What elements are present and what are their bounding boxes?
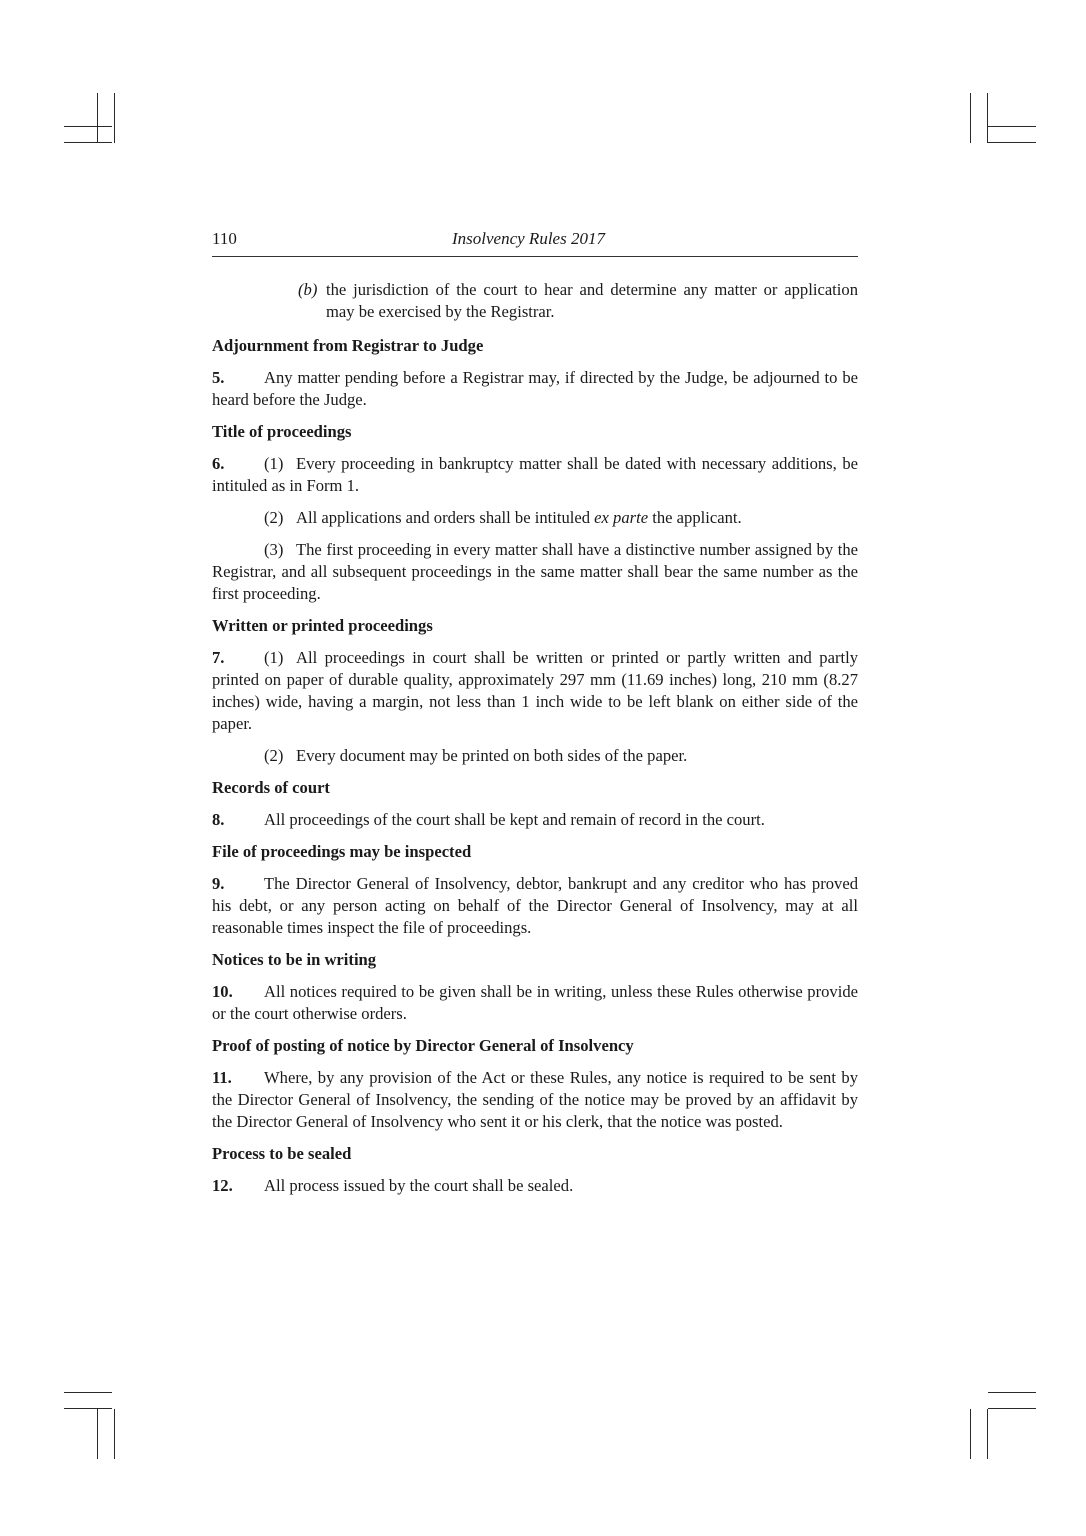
crop-mark [114, 1409, 115, 1459]
rule-paragraph [212, 647, 858, 735]
section-heading: Records of court [212, 778, 330, 797]
rule-text: All proceedings in court shall be written or printed or partly written and partly printed on paper of durable quality, approximately 297 mm (11.69 inches) long, 210 mm (8.27 inches) wide, having a margin, not less than 1 inch wide to be left blank on either side of the paper. [212, 648, 858, 733]
running-header [212, 228, 858, 257]
subrule-paragraph [212, 539, 858, 605]
rule-text: the applicant. [652, 508, 742, 527]
subrule-label: (1) [264, 648, 284, 667]
rule-number: 9. [212, 874, 225, 893]
crop-mark [97, 1409, 98, 1459]
rule-number: 7. [212, 648, 225, 667]
crop-mark [987, 1409, 988, 1459]
crop-mark [988, 142, 1036, 143]
section-heading: Adjournment from Registrar to Judge [212, 336, 484, 355]
subrule-label: (1) [264, 454, 284, 473]
rule-paragraph [212, 1067, 858, 1133]
rule-text: All notices required to be given shall be in writing, unless these Rules otherwise provide or the court otherwise orders. [212, 982, 858, 1023]
crop-mark [988, 126, 1036, 127]
rule-number: 10. [212, 982, 233, 1001]
rule-text: Any matter pending before a Registrar may, if directed by the Judge, be adjourned to be heard before the Judge. [212, 368, 858, 409]
subrule-label: (3) [264, 540, 284, 559]
header-title: Insolvency Rules 2017 [452, 229, 605, 248]
rule-paragraph [212, 981, 858, 1025]
latin-term: ex parte [594, 508, 649, 527]
crop-mark [114, 93, 115, 143]
clause-b [298, 279, 858, 323]
section-heading: Written or printed proceedings [212, 616, 433, 635]
crop-mark [988, 1408, 1036, 1409]
subrule-label: (2) [264, 508, 284, 527]
rule-number: 8. [212, 810, 225, 829]
rule-paragraph [212, 873, 858, 939]
clause-text: the jurisdiction of the court to hear and determine any matter or application may be exercised by the Registrar. [326, 280, 858, 321]
subrule-paragraph [212, 507, 858, 529]
section-heading: Title of proceedings [212, 422, 352, 441]
crop-mark [64, 126, 112, 127]
crop-mark [970, 93, 971, 143]
crop-mark [97, 93, 98, 143]
clause-label: (b) [298, 280, 318, 299]
rule-paragraph [212, 1175, 858, 1197]
rule-text: The first proceeding in every matter shall have a distinctive number assigned by the Registrar, and all subsequent proceedings in the same matter shall bear the same number as the first proceeding. [212, 540, 858, 603]
crop-mark [987, 93, 988, 143]
subrule-paragraph [212, 745, 858, 767]
rule-text: All applications and orders shall be intituled [296, 508, 591, 527]
page-content [212, 228, 858, 1197]
rule-text: Where, by any provision of the Act or these Rules, any notice is required to be sent by the Director General of Insolvency, the sending of the notice may be proved by an affidavit by the Director General of Insolvency who sent it or his clerk, that the notice was posted. [212, 1068, 858, 1131]
section-heading: Process to be sealed [212, 1144, 352, 1163]
rule-text: All proceedings of the court shall be kept and remain of record in the court. [264, 810, 765, 829]
crop-mark [64, 1408, 112, 1409]
section-heading: Notices to be in writing [212, 950, 377, 969]
section-heading: Proof of posting of notice by Director General of Insolvency [212, 1036, 634, 1055]
crop-mark [970, 1409, 971, 1459]
crop-mark [64, 1392, 112, 1393]
rule-text: All process issued by the court shall be sealed. [264, 1176, 574, 1195]
crop-mark [64, 142, 112, 143]
rule-text: Every document may be printed on both sides of the paper. [296, 746, 688, 765]
subrule-label: (2) [264, 746, 284, 765]
rule-number: 6. [212, 454, 225, 473]
rule-text: Every proceeding in bankruptcy matter shall be dated with necessary additions, be intituled as in Form 1. [212, 454, 858, 495]
rule-number: 12. [212, 1176, 233, 1195]
rule-number: 5. [212, 368, 225, 387]
rule-paragraph [212, 453, 858, 497]
crop-mark [988, 1392, 1036, 1393]
rule-paragraph [212, 809, 858, 831]
rule-paragraph [212, 367, 858, 411]
rule-text: The Director General of Insolvency, debtor, bankrupt and any creditor who has proved his debt, or any person acting on behalf of the Director General of Insolvency, may at all reasonable times inspect the file of proceedings. [212, 874, 858, 937]
page-number: 110 [212, 229, 237, 248]
rule-number: 11. [212, 1068, 232, 1087]
section-heading: File of proceedings may be inspected [212, 842, 472, 861]
